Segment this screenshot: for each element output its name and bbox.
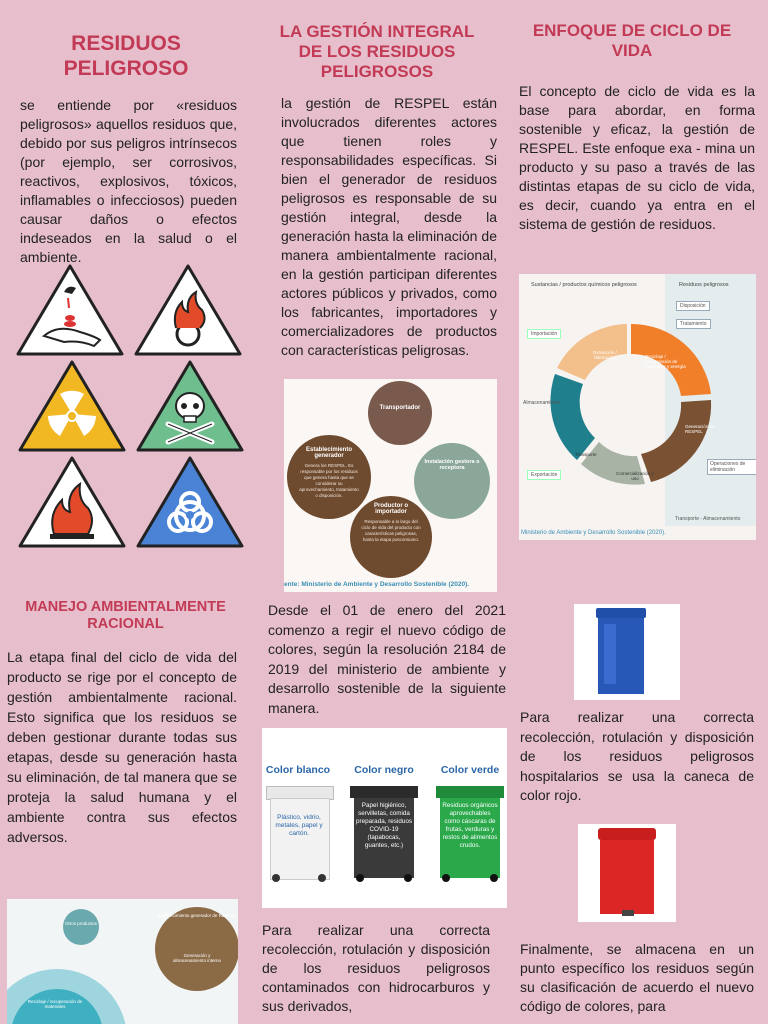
oxidizer-icon: [132, 262, 244, 360]
gestion-integral-title: [266, 22, 488, 82]
label-transporte-almacenamiento: Transporte - Almacenamiento: [675, 516, 741, 522]
circle-transportador-title: Transportador: [379, 405, 421, 411]
bin-label-verde: Color verde: [440, 764, 500, 776]
residuos-peligroso-title: [30, 31, 222, 81]
ciclo-de-vida-text: El concepto de ciclo de vida es la base para abordar, en forma sostenible y eficaz, la gestión de RESPEL. Este enfoque exa - mina un producto y su paso a través de las distintas etapas de su ciclo de vida, es decir, cuando ya entra en el sistema de gestión de residuos.: [519, 83, 755, 232]
corrosive-icon: [14, 262, 126, 360]
circle-instalacion: [414, 443, 490, 519]
wheel: [490, 874, 498, 882]
bin-text-blanco: Plástico, vidrio, metales, papel y cartón.: [275, 814, 323, 837]
white-bin-body: [270, 798, 330, 880]
wheel: [442, 874, 450, 882]
final-text: Finalmente, se almacena en un punto específico los residuos según su clasificación de acuerdo el nuevo código de colores, para: [520, 941, 754, 1014]
label-tratamiento: Tratamiento: [676, 319, 711, 329]
title-line: MANEJO AMBIENTALMENTE: [25, 599, 226, 615]
color-code-bins: [262, 728, 507, 908]
arrow-label-reciclaje: Reciclaje / recuperación de materiales y energía: [645, 354, 686, 369]
manejo-title: [10, 599, 241, 633]
label-generacion: Generación y almacenamiento interno: [172, 953, 222, 963]
label-reciclaje: Reciclaje / recuperación de materiales: [27, 999, 83, 1009]
wheel: [272, 874, 280, 882]
title-line: RACIONAL: [87, 616, 164, 632]
hydrocarbon-text: Para realizar una correcta recolección, rotulación y disposición de los residuos peligrosos contaminados con hidrocarburos y sus derivados,: [262, 922, 490, 1014]
title-line: RESIDUOS: [71, 32, 181, 55]
actors-diagram: [284, 379, 497, 592]
blue-bin-highlight: [604, 624, 616, 684]
label-otros-productos: Otros productos: [65, 921, 98, 926]
ciclo-de-vida-title: [520, 21, 744, 61]
gestion-integral-text: la gestión de RESPEL están involucrados diferentes actores que tienen roles y responsabilidades específicas. Si bien el generador de residuos peligrosos es responsable de su gestión integral, desde la generación hasta la eliminación de manera ambientalmente racional, en la gestión participan diferentes actores públicos y privados, como los fabricantes, importadores y comercializadores de productos con características peligrosas.: [281, 95, 497, 358]
right-header: Residuos peligrosos: [679, 282, 729, 288]
hazard-symbols-grid: [14, 262, 246, 554]
bin-text-verde: Residuos orgánicos aprovechables como cáscaras de frutas, verduras y restos de alimentos crudos.: [442, 802, 498, 849]
hospital-text: Para realizar una correcta recolección, rotulación y disposición de los residuos peligrosos hospitalarios se usa la caneca de color rojo.: [520, 709, 754, 803]
circle-establecimiento-title: Establecimiento generador: [305, 447, 352, 459]
flammable-icon: [16, 454, 128, 552]
bin-label-negro: Color negro: [354, 764, 414, 776]
residuos-peligroso-text: se entiende por «residuos peligrosos» aquellos residuos que, debido por sus peligros intrínsecos (por ejemplo, ser corrosivos, reactivos, explosivos, tóxicos, inflamables o infecciosos) pueden causar daños o efectos indeseados en la salud o el ambiente.: [20, 97, 237, 265]
radioactive-icon: [16, 358, 128, 456]
red-bin-lid: [598, 828, 656, 840]
label-establecimiento: Establecimiento generador de RESPEL: [157, 913, 237, 918]
arrow-label-generacion: Generación de RESPEL: [685, 424, 715, 434]
cycle-source: Ministerio de Ambiente y Desarrollo Sostenible (2020).: [521, 530, 666, 536]
left-header: Sustancias / productos químicos peligrosos: [531, 282, 637, 288]
biohazard-icon: [134, 454, 246, 552]
toxic-skull-icon: [134, 358, 246, 456]
red-bin-body: [600, 840, 654, 914]
life-cycle-diagram: [519, 274, 756, 540]
small-teal-circle: [63, 909, 99, 945]
label-almacenamiento: Almacenamiento: [523, 400, 561, 406]
title-line: PELIGROSO: [63, 57, 189, 80]
bottom-left-diagram: [7, 899, 238, 1024]
black-bin-lid: [350, 786, 418, 798]
circle-establecimiento-text: Genera los RESPEL. Es responsable por los residuos que genera hasta que se considerar su aprovechamiento, tratamiento o disposición.: [299, 463, 359, 498]
diagram-source: ente: Ministerio de Ambiente y Desarrollo Sostenible (2020).: [284, 581, 470, 588]
blue-bin-image: [574, 604, 680, 700]
red-bin-image: [578, 824, 676, 922]
brown-circle: [155, 907, 238, 991]
resolution-text: Desde el 01 de enero del 2021 comenzo a regir el nuevo código de colores, según la resolución 2184 de 2019 del ministerio de ambiente y desarrollo sostenible de la siguiente manera.: [268, 602, 506, 716]
manejo-text: La etapa final del ciclo de vida del producto se rige por el concepto de gestión ambientalmente racional. Esto significa que los residuos se deben gestionar durante todas sus etapas, desde su generación hasta su eliminación, de tal manera que se proteja la salud humana y el ambiente contra sus efectos adversos.: [7, 649, 237, 845]
red-bin-pedal: [622, 910, 634, 916]
title-line: DE LOS RESIDUOS: [298, 42, 456, 61]
blue-bin-lid: [596, 608, 646, 618]
arrow-label-transporte: Transporte: [575, 452, 597, 457]
label-disposicion: Disposición: [676, 301, 710, 311]
title-line: ENFOQUE DE CICLO DE: [532, 21, 732, 40]
title-line: LA GESTIÓN INTEGRAL: [279, 22, 475, 41]
label-exportacion: Exportación: [527, 470, 561, 480]
circle-instalacion-title: Instalación gestora o receptora: [424, 459, 480, 471]
bin-text-negro: Papel higiénico, servilletas, comida preparada, residuos COVID-19 (tapabocas, guantes, etc.): [355, 802, 412, 849]
title-line: PELIGROSOS: [320, 62, 434, 81]
arrow-label-extraccion: Extracción / fabricación: [593, 350, 617, 360]
label-operaciones: Operaciones de eliminación: [707, 459, 756, 475]
wheel: [404, 874, 412, 882]
circle-productor-title: Productor o importador: [374, 503, 408, 515]
arrow-label-comercializacion: Comercialización y uso: [616, 471, 654, 481]
circle-productor-text: Responsable a lo largo del ciclo de vida del producto con características peligrosas, hasta la etapa posconsumo.: [361, 519, 421, 542]
title-line: VIDA: [611, 41, 653, 60]
wheel: [318, 874, 326, 882]
green-bin-lid: [436, 786, 504, 798]
label-importacion: Importación: [527, 329, 561, 339]
circle-transportador: [368, 381, 432, 445]
bin-label-blanco: Color blanco: [265, 764, 331, 776]
wheel: [356, 874, 364, 882]
